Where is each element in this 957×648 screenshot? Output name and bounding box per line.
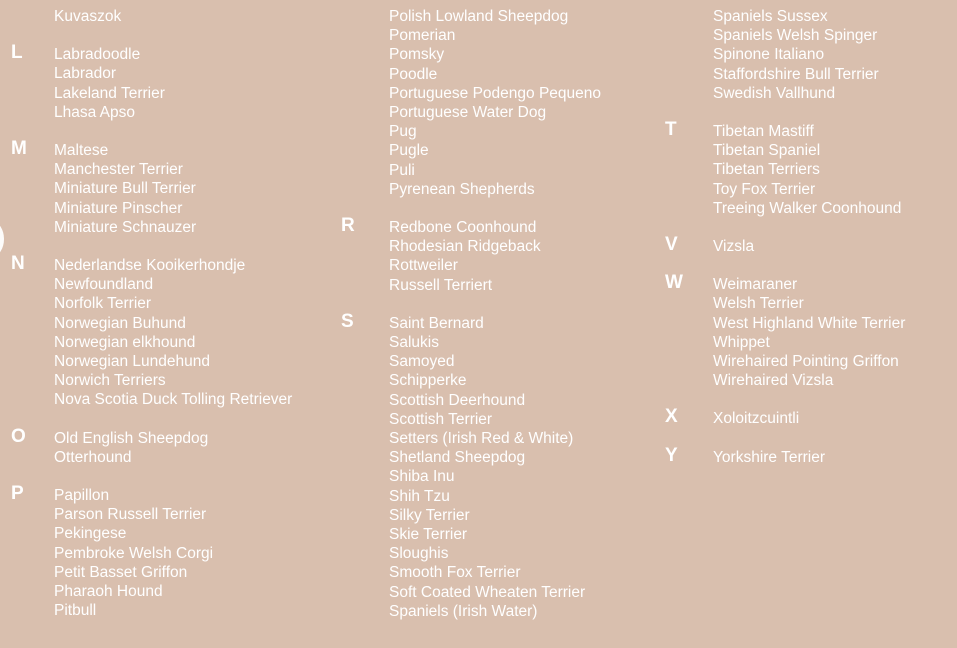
breed-link[interactable]: Norwich Terriers <box>54 372 166 390</box>
breed-link[interactable]: Miniature Schnauzer <box>54 218 197 236</box>
section-letter: L <box>11 42 23 64</box>
breed-link[interactable]: Maltese <box>54 142 109 160</box>
breed-link[interactable]: Schipperke <box>389 372 467 390</box>
letter-group <box>335 310 655 621</box>
letter-group <box>335 7 655 199</box>
breed-link[interactable]: Shih Tzu <box>389 487 450 505</box>
breed-link[interactable]: Skie Terrier <box>389 526 468 544</box>
breed-link[interactable]: Papillon <box>54 487 110 505</box>
breed-link[interactable]: Old English Sheepdog <box>54 429 209 447</box>
breed-link[interactable]: Newfoundland <box>54 276 154 294</box>
breed-link[interactable]: Wirehaired Pointing Griffon <box>713 353 899 371</box>
breed-link[interactable]: Whippet <box>713 333 770 351</box>
letter-group <box>655 7 955 103</box>
breed-link[interactable]: Puli <box>389 161 415 179</box>
breed-list <box>389 7 655 199</box>
section-letter: P <box>11 483 24 505</box>
breed-link[interactable]: Pharaoh Hound <box>54 583 163 601</box>
breed-list <box>54 429 330 467</box>
section-letter: W <box>665 272 683 294</box>
letter-group <box>0 253 330 410</box>
letter-group <box>335 215 655 295</box>
breed-link[interactable]: Samoyed <box>389 353 455 371</box>
breed-link[interactable]: Pomerian <box>389 27 456 45</box>
breed-link[interactable]: Weimaraner <box>713 276 798 294</box>
breed-link[interactable]: Tibetan Mastiff <box>713 123 814 141</box>
breed-link[interactable]: Russell Terriert <box>389 276 493 294</box>
breed-link[interactable]: Pyrenean Shepherds <box>389 180 535 198</box>
section-letter: X <box>665 406 678 428</box>
breed-link[interactable]: Labradoodle <box>54 46 141 64</box>
breed-link[interactable]: Treeing Walker Coonhound <box>713 199 902 217</box>
breed-link[interactable]: Shiba Inu <box>389 468 455 486</box>
letter-group <box>0 425 330 467</box>
breed-link[interactable]: Setters (Irish Red & White) <box>389 430 574 448</box>
breed-link[interactable]: Pugle <box>389 142 429 160</box>
breed-link[interactable]: Labrador <box>54 65 117 83</box>
breed-link[interactable]: Norwegian elkhound <box>54 333 196 351</box>
breed-link[interactable]: Petit Basset Griffon <box>54 563 188 581</box>
breed-column-1 <box>0 7 330 639</box>
breed-list <box>713 275 955 390</box>
letter-group <box>655 272 955 390</box>
breed-list <box>54 7 330 26</box>
breed-link[interactable]: Salukis <box>389 334 439 352</box>
breed-link[interactable]: Norfolk Terrier <box>54 295 152 313</box>
breed-link[interactable]: Manchester Terrier <box>54 161 183 179</box>
breed-list <box>713 409 955 428</box>
letter-group <box>0 7 330 26</box>
breed-link[interactable]: Otterhound <box>54 448 132 466</box>
letter-group <box>0 42 330 122</box>
breed-link[interactable]: Welsh Terrier <box>713 295 804 313</box>
breed-link[interactable]: Spaniels (Irish Water) <box>389 602 538 620</box>
breed-link[interactable]: West Highland White Terrier <box>713 314 906 332</box>
letter-group <box>655 119 955 218</box>
section-letter: Y <box>665 444 678 466</box>
letter-group <box>0 483 330 620</box>
breed-link[interactable]: Miniature Bull Terrier <box>54 180 196 198</box>
breed-link[interactable]: Nederlandse Kooikerhondje <box>54 257 246 275</box>
section-letter: V <box>665 234 678 256</box>
section-letter: N <box>11 253 25 275</box>
section-letter: S <box>341 310 354 332</box>
breed-link[interactable]: Poodle <box>389 65 438 83</box>
breed-link[interactable]: Kuvaszok <box>54 8 122 25</box>
breed-link[interactable]: Rottweiler <box>389 257 458 275</box>
section-letter: O <box>11 425 26 447</box>
breed-link[interactable]: Tibetan Terriers <box>713 161 820 179</box>
breed-link[interactable]: Scottish Deerhound <box>389 391 526 409</box>
breed-link[interactable]: Polish Lowland Sheepdog <box>389 8 569 25</box>
breed-link[interactable]: Yorkshire Terrier <box>713 448 825 466</box>
breed-link[interactable]: Swedish Vallhund <box>713 84 836 102</box>
breed-link[interactable]: Sloughis <box>389 545 449 563</box>
breed-link[interactable]: Portuguese Podengo Pequeno <box>389 84 602 102</box>
section-letter: T <box>665 119 677 141</box>
breed-link[interactable]: Tibetan Spaniel <box>713 142 821 160</box>
breed-link[interactable]: Norwegian Buhund <box>54 314 186 332</box>
breed-list <box>713 448 955 467</box>
letter-group <box>0 138 330 237</box>
breed-link[interactable]: Xoloitzcuintli <box>713 410 800 428</box>
breed-link[interactable]: Spinone Italiano <box>713 46 825 64</box>
breed-list <box>389 314 655 621</box>
breed-link[interactable]: Pitbull <box>54 602 97 620</box>
breed-column-2 <box>335 7 655 640</box>
breed-link[interactable]: Pug <box>389 123 417 141</box>
breed-link[interactable]: Pembroke Welsh Corgi <box>54 544 214 562</box>
letter-group <box>655 444 955 467</box>
breed-link[interactable]: Vizsla <box>713 238 755 256</box>
breed-link[interactable]: Portuguese Water Dog <box>389 104 547 122</box>
breed-list <box>713 237 955 256</box>
breed-link[interactable]: Shetland Sheepdog <box>389 449 526 467</box>
breed-link[interactable]: Spaniels Sussex <box>713 8 828 25</box>
breed-link[interactable]: Soft Coated Wheaten Terrier <box>389 583 586 601</box>
breed-list <box>389 218 655 295</box>
letter-group <box>655 234 955 256</box>
breed-list <box>713 7 955 103</box>
breed-link[interactable]: Spaniels Welsh Spinger <box>713 27 878 45</box>
breed-link[interactable]: Staffordshire Bull Terrier <box>713 65 879 83</box>
breed-link[interactable]: Nova Scotia Duck Tolling Retriever <box>54 391 293 409</box>
breed-link[interactable]: Toy Fox Terrier <box>713 180 816 198</box>
breed-list <box>54 256 330 410</box>
breed-list <box>54 486 330 620</box>
section-letter: R <box>341 215 355 237</box>
breed-list <box>54 45 330 122</box>
section-letter: M <box>11 138 27 160</box>
letter-group <box>655 406 955 428</box>
breed-link[interactable]: Miniature Pinscher <box>54 199 183 217</box>
breed-link[interactable]: Norwegian Lundehund <box>54 353 210 371</box>
breed-link[interactable]: Wirehaired Vizsla <box>713 372 834 390</box>
breed-link[interactable]: Rhodesian Ridgeback <box>389 238 541 256</box>
breed-link[interactable]: Pomsky <box>389 46 445 64</box>
breed-link[interactable]: Saint Bernard <box>389 314 484 332</box>
breed-list <box>713 122 955 218</box>
breed-link[interactable]: Parson Russell Terrier <box>54 506 207 524</box>
breed-link[interactable]: Redbone Coonhound <box>389 219 537 237</box>
breed-link[interactable]: Smooth Fox Terrier <box>389 564 521 582</box>
breed-link[interactable]: Lakeland Terrier <box>54 84 165 102</box>
breed-link[interactable]: Silky Terrier <box>389 506 470 524</box>
breed-list <box>54 141 330 237</box>
breed-link[interactable]: Lhasa Apso <box>54 103 136 121</box>
breed-column-3 <box>655 7 955 486</box>
breed-link[interactable]: Scottish Terrier <box>389 410 493 428</box>
breed-link[interactable]: Pekingese <box>54 525 127 543</box>
